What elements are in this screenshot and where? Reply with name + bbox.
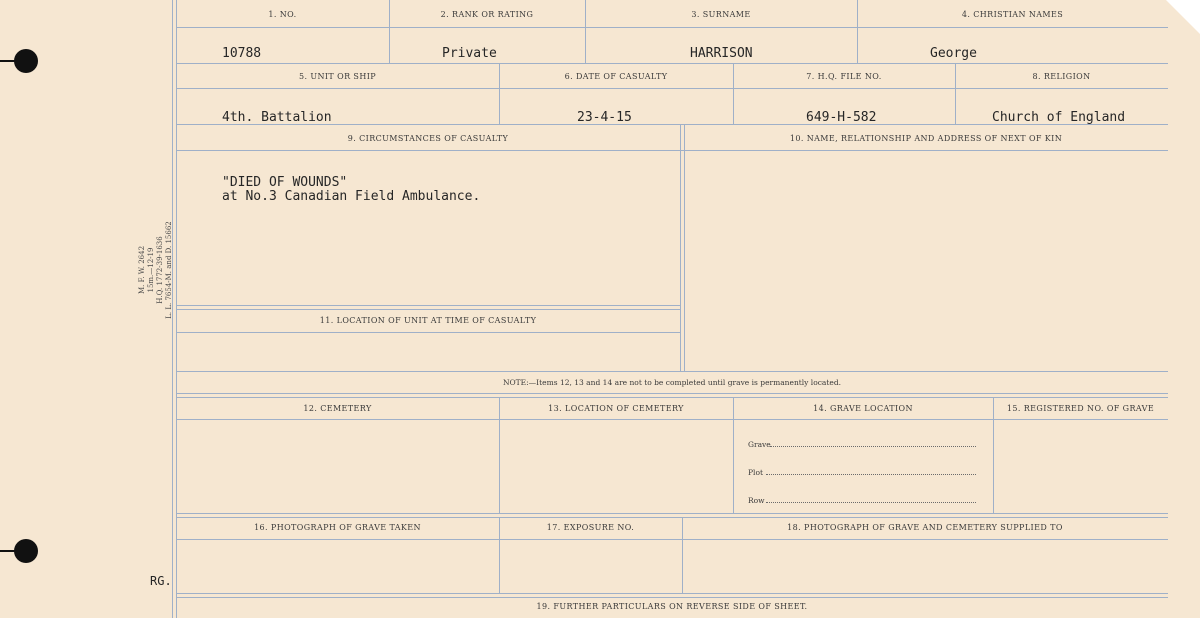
row-field-line: [766, 502, 976, 503]
plot-field-line: [766, 474, 976, 475]
row-field-label: Row: [748, 496, 765, 505]
punch-hole-bottom: [14, 539, 38, 563]
punch-hole-top: [14, 49, 38, 73]
religion-value: Church of England: [992, 110, 1126, 125]
form-reference: M. F. W. 2642 15m.—12-19 H.Q. 1772-39-1636 L. L. 7654-M. and D. 15662: [138, 221, 173, 319]
label-number: 1. NO.: [268, 10, 297, 19]
footer-note: 19. FURTHER PARTICULARS ON REVERSE SIDE OF SHEET.: [536, 602, 808, 611]
label-christian-names: 4. CHRISTIAN NAMES: [961, 10, 1064, 19]
label-cemetery: 12. CEMETERY: [303, 404, 372, 413]
label-rank: 2. RANK OR RATING: [440, 10, 534, 19]
christian-names-value: George: [930, 46, 977, 61]
label-exposure-no: 17. EXPOSURE NO.: [546, 523, 635, 532]
surname-value: HARRISON: [690, 46, 753, 61]
label-date-of-casualty: 6. DATE OF CASUALTY: [564, 72, 668, 81]
label-surname: 3. SURNAME: [691, 10, 751, 19]
label-unit: 5. UNIT OR SHIP: [298, 72, 377, 81]
label-photograph-supplied: 18. PHOTOGRAPH OF GRAVE AND CEMETERY SUPPLIED TO: [787, 523, 1063, 532]
label-location-of-unit: 11. LOCATION OF UNIT AT TIME OF CASUALTY: [319, 316, 537, 325]
label-registered-no: 15. REGISTERED NO. OF GRAVE: [1006, 404, 1155, 413]
label-religion: 8. RELIGION: [1032, 72, 1091, 81]
label-file-no: 7. H.Q. FILE NO.: [806, 72, 882, 81]
circumstances-line-1: "DIED OF WOUNDS": [222, 175, 348, 190]
plot-field-label: Plot: [748, 468, 763, 477]
rank-value: Private: [442, 46, 497, 61]
file-no-value: 649-H-582: [806, 110, 877, 125]
clerk-initials: RG.: [150, 574, 172, 588]
date-of-casualty-value: 23-4-15: [577, 110, 632, 125]
unit-value: 4th. Battalion: [222, 110, 332, 125]
grave-note: NOTE:—Items 12, 13 and 14 are not to be completed until grave is permanently located.: [502, 378, 842, 387]
service-number: 10788: [222, 46, 262, 61]
circumstances-line-2: at No.3 Canadian Field Ambulance.: [222, 189, 481, 204]
clipped-corner: [1166, 0, 1200, 34]
label-location-of-cemetery: 13. LOCATION OF CEMETERY: [548, 404, 684, 413]
grave-field-label: Grave: [748, 440, 771, 449]
label-next-of-kin: 10. NAME, RELATIONSHIP AND ADDRESS OF NEXT OF KIN: [789, 134, 1063, 143]
label-photograph-taken: 16. PHOTOGRAPH OF GRAVE TAKEN: [254, 523, 421, 532]
grave-field-line: [770, 446, 976, 447]
label-circumstances: 9. CIRCUMSTANCES OF CASUALTY: [347, 134, 509, 143]
label-grave-location: 14. GRAVE LOCATION: [813, 404, 913, 413]
